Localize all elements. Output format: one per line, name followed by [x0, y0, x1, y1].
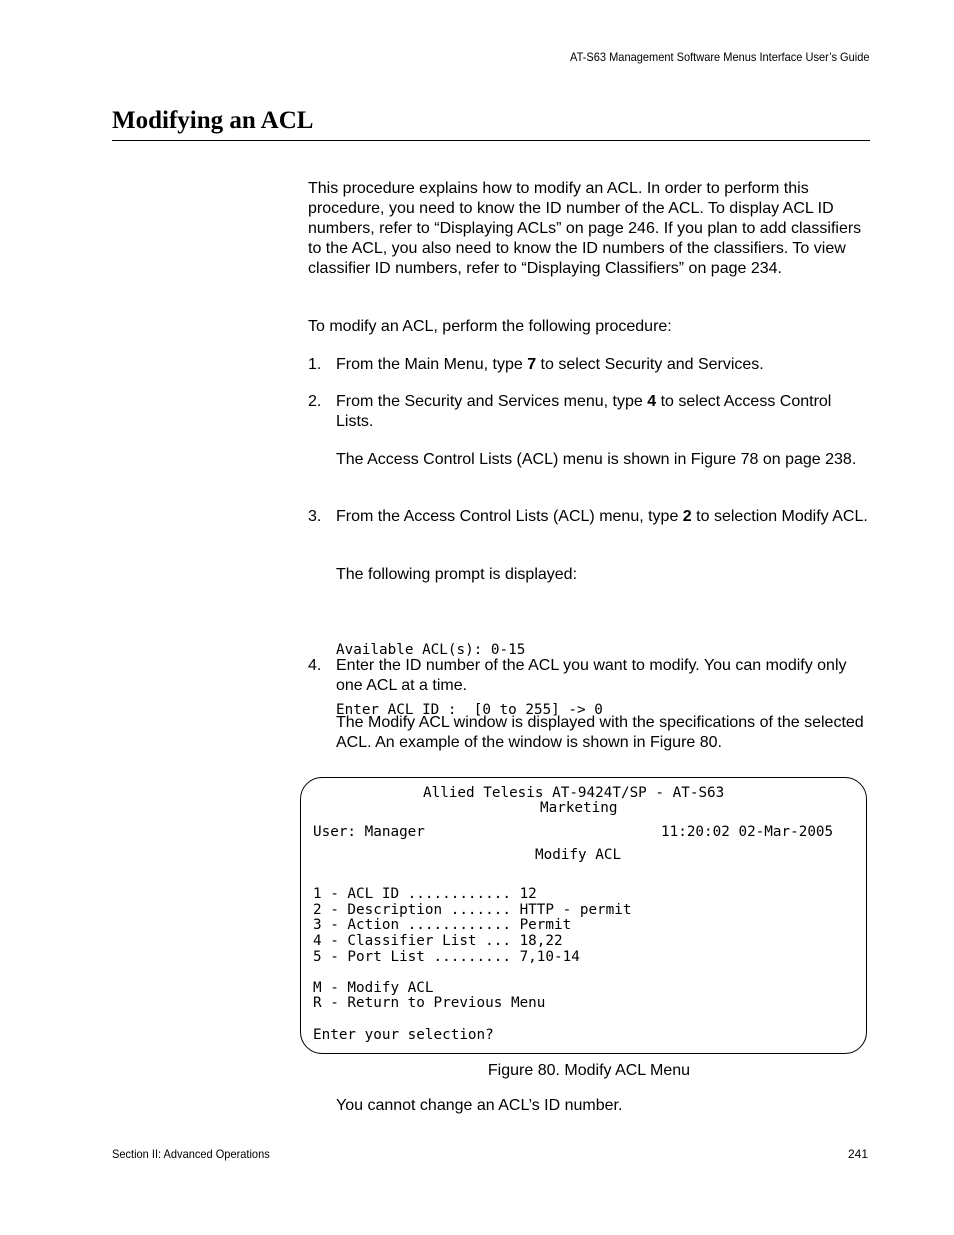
step-key: 2 [682, 508, 692, 525]
menu-command-return[interactable]: R - Return to Previous Menu [313, 995, 546, 1011]
procedure-lead: To modify an ACL, perform the following procedure: [308, 318, 672, 335]
step-text: Enter the ID number of the ACL you want to modify. You can modify only one ACL at a time. [336, 657, 847, 694]
menu-option-acl-id[interactable]: 1 - ACL ID ............ 12 [313, 886, 537, 902]
title-rule [112, 140, 870, 141]
intro-paragraph: This procedure explains how to modify an ACL. In order to perform this procedure, you need to know the ID number of the ACL. To display ACL ID numbers, refer to “Displaying ACLs” on page 246. If you plan to add classifiers to the ACL, you also need to know the ID numbers of the classifiers. To view classifier ID numbers, refer to “Displaying Classifiers” on page 234. [308, 180, 862, 277]
step-4-note: The Modify ACL window is displayed with the specifications of the selected ACL. An example of the window is shown in Figure 80. [336, 714, 864, 751]
section-title: Modifying an ACL [112, 107, 314, 134]
prompt-line: Available ACL(s): 0-15 [336, 642, 526, 658]
step-number: 1. [308, 356, 322, 373]
step-number: 4. [308, 657, 322, 674]
terminal-window [300, 777, 867, 1054]
step-text: From the Security and Services menu, type 4 to select Access Control Lists. [336, 393, 832, 430]
prompt-line: Enter ACL ID : [0 to 255] -> 0 [336, 702, 603, 718]
terminal-datetime: 11:20:02 02-Mar-2005 [661, 824, 834, 840]
step-text: From the Access Control Lists (ACL) menu, type 2 to selection Modify ACL. [336, 508, 868, 525]
step-text: From the Main Menu, type 7 to select Security and Services. [336, 356, 764, 373]
menu-option-description[interactable]: 2 - Description ....... HTTP - permit [313, 902, 632, 918]
menu-command-modify[interactable]: M - Modify ACL [313, 980, 434, 996]
step-number: 3. [308, 508, 322, 525]
footer-section: Section II: Advanced Operations [112, 1147, 270, 1161]
step-2-note: The Access Control Lists (ACL) menu is shown in Figure 78 on page 238. [336, 451, 857, 468]
figure-caption: Figure 80. Modify ACL Menu [487, 1062, 691, 1079]
closing-note: You cannot change an ACL’s ID number. [336, 1097, 623, 1114]
terminal-location: Marketing [540, 800, 618, 816]
page-number: 241 [847, 1147, 868, 1161]
step-key: 4 [647, 393, 657, 410]
terminal-system-line: Allied Telesis AT-9424T/SP - AT-S63 [423, 785, 725, 801]
terminal-user: User: Manager [313, 824, 425, 840]
menu-option-action[interactable]: 3 - Action ............ Permit [313, 917, 572, 933]
terminal-menu-title: Modify ACL [535, 847, 622, 863]
menu-option-port-list[interactable]: 5 - Port List ......... 7,10-14 [313, 949, 580, 965]
step-3-note: The following prompt is displayed: [336, 566, 578, 583]
menu-option-classifier-list[interactable]: 4 - Classifier List ... 18,22 [313, 933, 563, 949]
step-number: 2. [308, 393, 322, 410]
step-key: 7 [527, 356, 537, 373]
running-header: AT-S63 Management Software Menus Interface User’s Guide [569, 50, 869, 64]
selection-prompt[interactable]: Enter your selection? [313, 1027, 494, 1043]
